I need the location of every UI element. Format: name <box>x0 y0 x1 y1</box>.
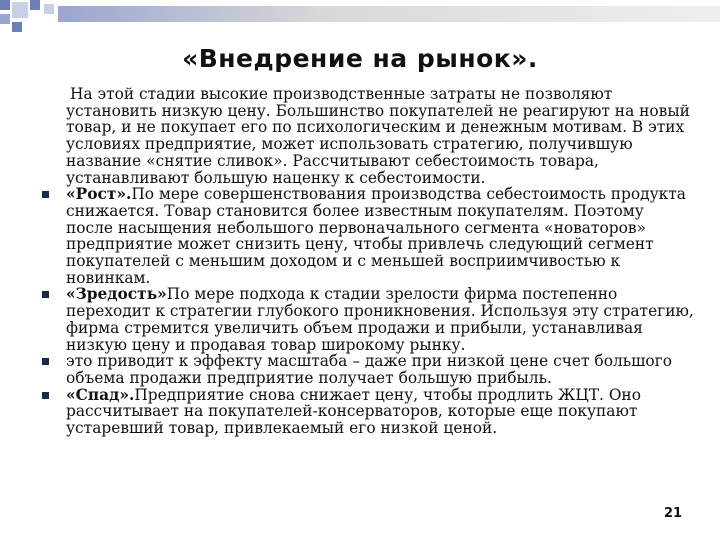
list-item <box>40 353 695 386</box>
corner-square-decoration <box>0 14 10 24</box>
bullet-list <box>40 186 695 437</box>
corner-square-decoration <box>30 0 40 10</box>
square-bullet-icon <box>42 191 49 198</box>
square-bullet-icon <box>42 392 49 399</box>
square-bullet-icon <box>42 291 49 298</box>
list-item-term: «Спад». <box>66 385 135 404</box>
list-item <box>40 186 695 286</box>
corner-square-decoration <box>58 6 720 22</box>
corner-square-decoration <box>0 0 10 10</box>
corner-square-decoration <box>12 2 28 18</box>
slide-title: «Внедрение на рынок». <box>182 44 538 73</box>
corner-square-decoration <box>44 4 54 14</box>
page-number: 21 <box>664 506 683 521</box>
list-item-term: «Зредость» <box>66 285 167 304</box>
intro-paragraph: На этой стадии высокие производственные затраты не позволяют установить низкую цену. Большинство покупателей не реагируют на новый товар, и не покупает его по психологическим и денежным мотивам. В этих условиях предприятие, может использовать стратегию, получившую название «снятие сливок». Рассчитывают себестоимость товара, устанавливают большую наценку к себестоимости. <box>66 85 690 187</box>
corner-square-decoration <box>12 22 22 32</box>
list-item-text: это приводит к эффекту масштаба – даже при низкой цене счет большого объема продажи предприятие получает большую прибыль. <box>66 352 673 387</box>
list-item-text: По мере совершенствования производства себестоимость продукта снижается. Товар становится более известным покупателям. Поэтому после насыщения небольшого первоначального сегмента «новаторов» предприятие может снизить цену, чтобы привлечь следующий сегмент покупателей с меньшим доходом и с меньшей восприимчивостью к новинкам. <box>66 185 686 287</box>
slide-content <box>40 86 695 437</box>
list-item <box>40 286 695 353</box>
square-bullet-icon <box>42 358 49 365</box>
list-item-text: Предприятие снова снижает цену, чтобы продлить ЖЦТ. Оно рассчитывает на покупателей-консерваторов, которые еще покупают устаревший товар, привлекаемый его низкой ценой. <box>66 385 641 438</box>
list-item-text: По мере подхода к стадии зрелости фирма постепенно переходит к стратегии глубокого проникновения. Используя эту стратегию, фирма стремится увеличить объем продажи и прибыли, устанавливая низкую цену и продавая товар широкому рынку. <box>66 285 694 354</box>
decorative-corner-squares <box>0 0 720 40</box>
list-item-term: «Рост». <box>66 185 132 204</box>
list-item <box>40 387 695 437</box>
